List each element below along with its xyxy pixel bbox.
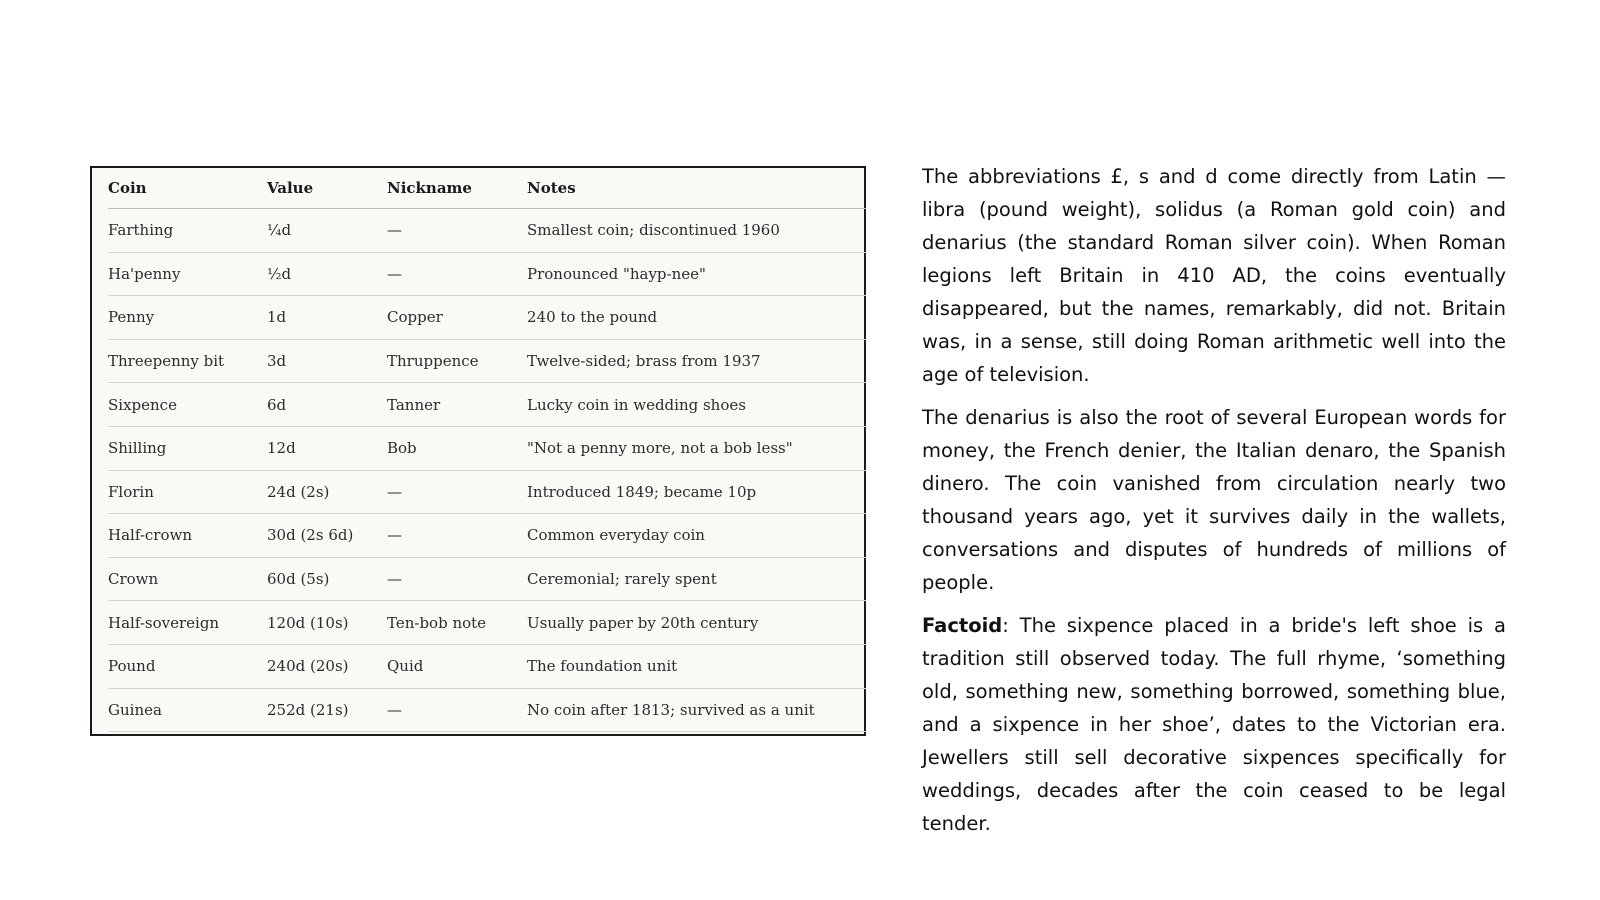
cell-value: ½d <box>267 252 387 296</box>
column-header-nickname: Nickname <box>387 168 527 209</box>
cell-nickname: — <box>387 557 527 601</box>
coin-table-frame <box>90 166 866 736</box>
cell-value: 3d <box>267 339 387 383</box>
cell-nickname: — <box>387 252 527 296</box>
cell-coin: Half-crown <box>108 514 267 558</box>
table-header-row <box>108 168 866 209</box>
cell-nickname: — <box>387 209 527 253</box>
cell-notes: "Not a penny more, not a bob less" <box>527 426 866 470</box>
cell-value: 120d (10s) <box>267 601 387 645</box>
cell-coin: Ha'penny <box>108 252 267 296</box>
table-row <box>108 252 866 296</box>
cell-nickname: Quid <box>387 644 527 688</box>
table-row <box>108 601 866 645</box>
cell-value: 252d (21s) <box>267 688 387 732</box>
factoid-text: : The sixpence placed in a bride's left shoe is a tradition still observed today. The full rhyme, ‘something old, something new, something borrowed, something blue, and a sixpence in her shoe’, dates to the Victorian era. Jewellers still sell decorative sixpences specifically for weddings, decades after the coin ceased to be legal tender. <box>922 614 1506 835</box>
table-row <box>108 557 866 601</box>
cell-value: 30d (2s 6d) <box>267 514 387 558</box>
cell-value: 6d <box>267 383 387 427</box>
cell-value: ¼d <box>267 209 387 253</box>
cell-value: 240d (20s) <box>267 644 387 688</box>
cell-notes: No coin after 1813; survived as a unit <box>527 688 866 732</box>
table-row <box>108 339 866 383</box>
cell-nickname: Thruppence <box>387 339 527 383</box>
cell-coin: Half-sovereign <box>108 601 267 645</box>
cell-nickname: — <box>387 470 527 514</box>
cell-nickname: Ten-bob note <box>387 601 527 645</box>
cell-coin: Florin <box>108 470 267 514</box>
cell-coin: Crown <box>108 557 267 601</box>
cell-value: 24d (2s) <box>267 470 387 514</box>
cell-nickname: Tanner <box>387 383 527 427</box>
essay-paragraph-latin-origins: The abbreviations £, s and d come directly from Latin — libra (pound weight), solidus (a Roman gold coin) and denarius (the standard Roman silver coin). When Roman legions left Britain in 410 AD, the coins eventually disappeared, but the names, remarkably, did not. Britain was, in a sense, still doing Roman arithmetic well into the age of television. <box>922 165 1506 386</box>
essay-paragraph-factoid <box>922 609 1506 840</box>
column-header-value: Value <box>267 168 387 209</box>
cell-notes: Introduced 1849; became 10p <box>527 470 866 514</box>
cell-nickname: — <box>387 688 527 732</box>
cell-coin: Threepenny bit <box>108 339 267 383</box>
essay-paragraph-denarius: The denarius is also the root of several European words for money, the French denier, the Italian denaro, the Spanish dinero. The coin vanished from circulation nearly two thousand years ago, yet it survives daily in the wallets, conversations and disputes of hundreds of millions of people. <box>922 406 1506 594</box>
cell-coin: Pound <box>108 644 267 688</box>
cell-nickname: Bob <box>387 426 527 470</box>
table-row <box>108 209 866 253</box>
cell-notes: Usually paper by 20th century <box>527 601 866 645</box>
cell-coin: Guinea <box>108 688 267 732</box>
cell-notes: Twelve-sided; brass from 1937 <box>527 339 866 383</box>
cell-notes: The foundation unit <box>527 644 866 688</box>
cell-coin: Sixpence <box>108 383 267 427</box>
cell-coin: Penny <box>108 296 267 340</box>
cell-notes: Common everyday coin <box>527 514 866 558</box>
table-row <box>108 470 866 514</box>
column-header-notes: Notes <box>527 168 866 209</box>
cell-nickname: Copper <box>387 296 527 340</box>
table-row <box>108 426 866 470</box>
column-header-coin: Coin <box>108 168 267 209</box>
essay-text <box>922 160 1506 850</box>
factoid-label: Factoid <box>922 614 1003 637</box>
cell-notes: Ceremonial; rarely spent <box>527 557 866 601</box>
cell-coin: Farthing <box>108 209 267 253</box>
cell-nickname: — <box>387 514 527 558</box>
table-row <box>108 514 866 558</box>
table-row <box>108 644 866 688</box>
cell-notes: 240 to the pound <box>527 296 866 340</box>
cell-notes: Pronounced "hayp-nee" <box>527 252 866 296</box>
cell-value: 1d <box>267 296 387 340</box>
cell-value: 12d <box>267 426 387 470</box>
table-row <box>108 296 866 340</box>
table-row <box>108 688 866 732</box>
coin-table <box>108 168 866 732</box>
cell-coin: Shilling <box>108 426 267 470</box>
table-row <box>108 383 866 427</box>
cell-value: 60d (5s) <box>267 557 387 601</box>
cell-notes: Smallest coin; discontinued 1960 <box>527 209 866 253</box>
cell-notes: Lucky coin in wedding shoes <box>527 383 866 427</box>
